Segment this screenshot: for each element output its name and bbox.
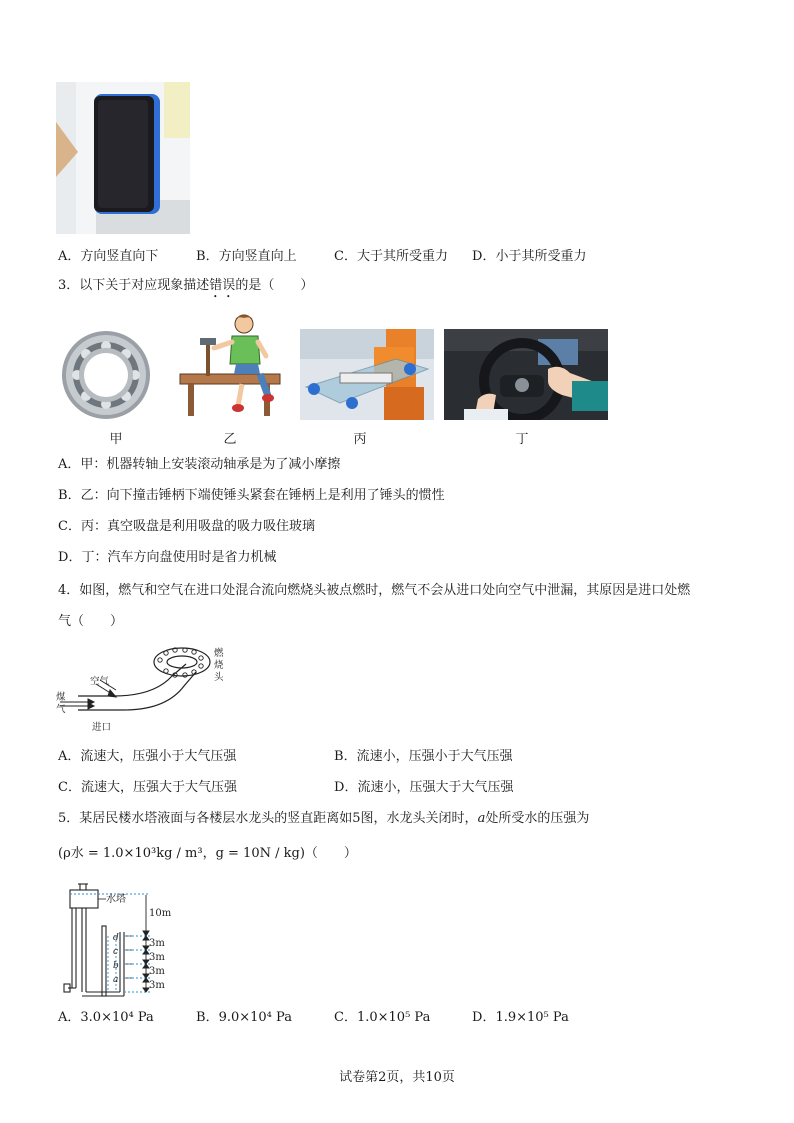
eraser-photo [56, 82, 190, 234]
label-tap-c: c [113, 947, 119, 957]
label-gas-1: 煤 [56, 692, 66, 703]
q2-option-b[interactable]: B．方向竖直向上 [196, 249, 297, 264]
q5-stem: 5．某居民楼水塔液面与各楼层水龙头的竖直距离如5图，水龙头关闭时，a处所受水的压强为 [58, 811, 590, 826]
gas-burner-diagram [54, 642, 244, 738]
q4-option-d[interactable]: D．流速小，压强大于大气压强 [334, 780, 514, 795]
hammer-illustration [176, 312, 284, 418]
label-tap-d: d [113, 933, 119, 943]
q5-option-c[interactable]: C．1.0×10⁵ Pa [334, 1010, 431, 1025]
q3-option-c[interactable]: C．丙：真空吸盘是利用吸盘的吸力吸住玻璃 [58, 519, 315, 534]
q4-option-c[interactable]: C．流速大，压强大于大气压强 [58, 780, 237, 795]
caption-yi: 乙 [223, 432, 237, 447]
q4-stem-line1: 4．如图，燃气和空气在进口处混合流向燃烧头被点燃时，燃气不会从进口处向空气中泄漏，其原因是进口处燃 [58, 583, 691, 598]
q3-option-b[interactable]: B．乙：向下撞击锤柄下端使锤头紧套在锤柄上是利用了锤头的惯性 [58, 488, 445, 503]
caption-ding: 丁 [515, 432, 529, 447]
label-inlet: 进口 [92, 722, 112, 733]
q2-option-c[interactable]: C．大于其所受重力 [334, 249, 448, 264]
label-gap-2: 3m [149, 952, 165, 963]
q5-option-d[interactable]: D．1.9×10⁵ Pa [472, 1010, 569, 1025]
vacuum-suction-photo [300, 329, 434, 420]
water-tower-diagram [58, 880, 178, 998]
label-tap-b: b [113, 961, 119, 971]
label-gas-2: 气 [56, 704, 66, 715]
label-gap-4: 3m [149, 980, 165, 991]
label-burner-1: 燃 [214, 648, 224, 659]
steering-wheel-photo [444, 329, 608, 420]
q3-stem: 3．以下关于对应现象描述错误的是（ ） [58, 278, 314, 293]
page-footer: 试卷第2页，共10页 [339, 1070, 455, 1085]
q5-option-a[interactable]: A．3.0×10⁴ Pa [58, 1010, 154, 1025]
label-gap-3: 3m [149, 966, 165, 977]
q2-option-a[interactable]: A．方向竖直向下 [58, 249, 159, 264]
q5-given: (ρ水 = 1.0×10³kg / m³，g = 10N / kg)（ ） [58, 846, 357, 861]
bearing-photo [58, 329, 154, 420]
q3-option-a[interactable]: A．甲：机器转轴上安装滚动轴承是为了减小摩擦 [58, 457, 341, 472]
label-air: 空气 [90, 676, 110, 687]
caption-bing: 丙 [353, 432, 367, 447]
caption-jia: 甲 [109, 432, 123, 447]
label-gap-1: 3m [149, 938, 165, 949]
label-tap-a: a [113, 975, 119, 985]
label-burner-3: 头 [214, 672, 224, 683]
label-burner-2: 烧 [214, 660, 224, 671]
label-height-top: 10m [149, 908, 172, 919]
q4-stem-line2: 气（ ） [58, 614, 124, 629]
q5-option-b[interactable]: B．9.0×10⁴ Pa [196, 1010, 292, 1025]
q3-option-d[interactable]: D．丁：汽车方向盘使用时是省力机械 [58, 550, 277, 565]
q2-option-d[interactable]: D．小于其所受重力 [472, 249, 587, 264]
q4-option-a[interactable]: A．流速大，压强小于大气压强 [58, 749, 237, 764]
label-tower: 水塔 [106, 894, 126, 905]
q4-option-b[interactable]: B．流速小，压强小于大气压强 [334, 749, 513, 764]
